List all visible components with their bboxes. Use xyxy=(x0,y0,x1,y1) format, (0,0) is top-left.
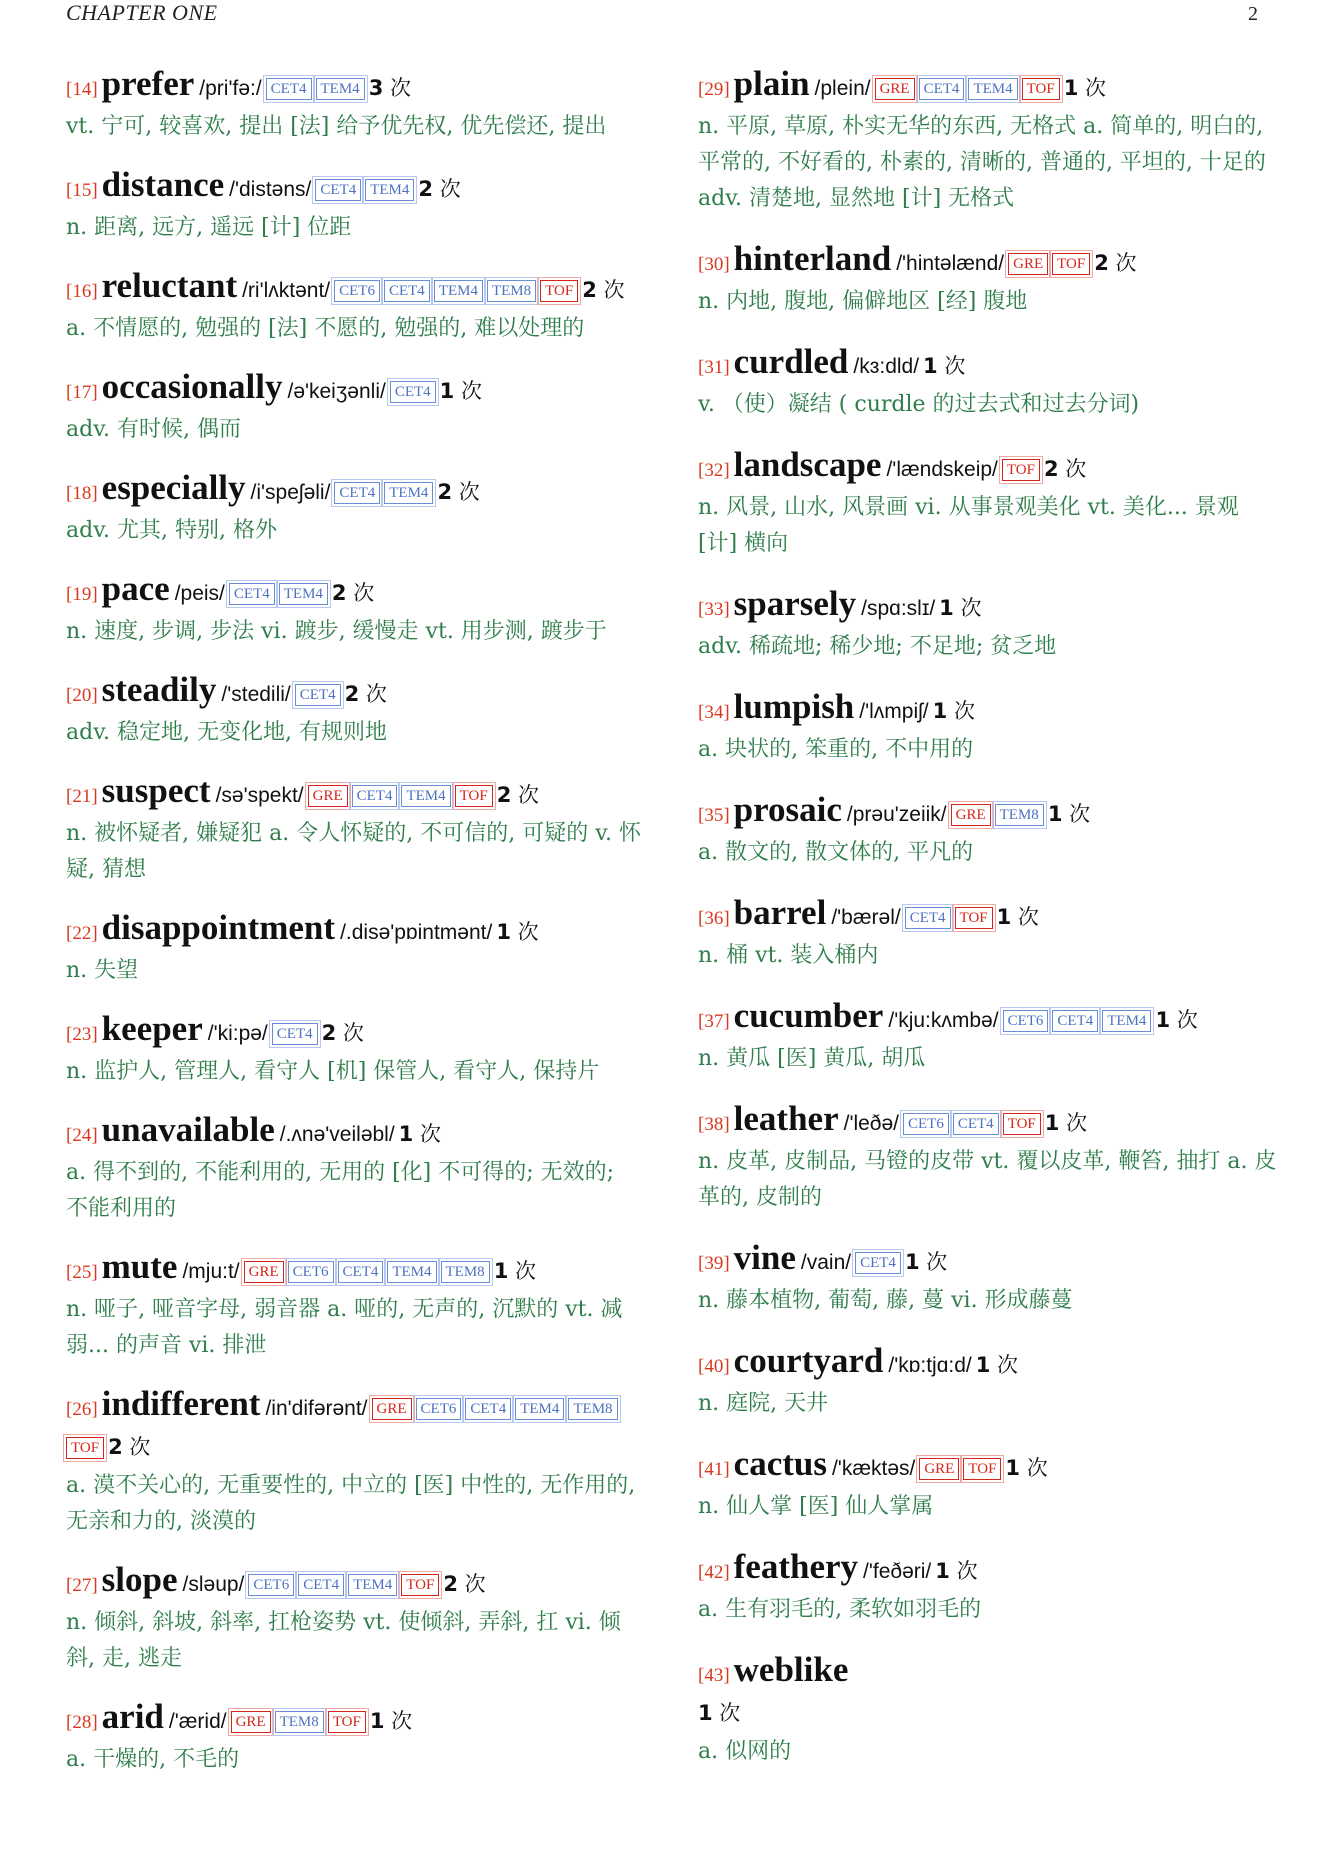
entry-number: [31] xyxy=(698,357,730,378)
vocab-entry xyxy=(66,672,641,751)
vocab-entry xyxy=(698,895,1278,974)
exam-tag: CET6 xyxy=(416,1398,462,1420)
vocab-entry xyxy=(66,1562,641,1677)
exam-tag: CET4 xyxy=(295,684,341,706)
entry-number: [18] xyxy=(66,483,98,504)
exam-tag: CET4 xyxy=(855,1252,901,1274)
headword: prosaic xyxy=(733,790,842,829)
exam-tag: TEM8 xyxy=(487,280,536,302)
phonetic: /spɑ:slɪ/ xyxy=(861,597,936,620)
exam-tag: CET4 xyxy=(352,785,398,807)
entry-number: [20] xyxy=(66,685,98,706)
frequency-count: 2 次 xyxy=(331,581,375,605)
exam-tag: CET6 xyxy=(1003,1010,1049,1032)
entry-headline xyxy=(66,910,641,953)
headword: courtyard xyxy=(733,1341,884,1380)
headword: suspect xyxy=(101,771,211,810)
exam-tag: CET4 xyxy=(919,78,965,100)
entry-number: [38] xyxy=(698,1114,730,1135)
frequency-count: 1 次 xyxy=(939,596,982,620)
entry-number: [27] xyxy=(66,1575,98,1596)
phonetic: /'ki:pə/ xyxy=(207,1022,268,1045)
exam-tag: GRE xyxy=(1008,253,1048,275)
exam-tag: CET4 xyxy=(315,179,361,201)
exam-tag: TEM4 xyxy=(434,280,483,302)
phonetic: /'bærəl/ xyxy=(831,906,901,929)
vocab-entry xyxy=(698,792,1278,871)
vocab-entry xyxy=(66,268,641,347)
definition: n. 倾斜, 斜坡, 斜率, 扛枪姿势 vt. 使倾斜, 弄斜, 扛 vi. 倾斜, 走, 逃走 xyxy=(66,1610,621,1671)
definition: n. 藤本植物, 葡萄, 藤, 蔓 vi. 形成藤蔓 xyxy=(698,1288,1073,1313)
entry-headline xyxy=(66,1386,641,1468)
headword: hinterland xyxy=(733,239,892,278)
exam-tag: CET4 xyxy=(334,482,380,504)
exam-tag: TEM4 xyxy=(348,1574,397,1596)
exam-tag: TOF xyxy=(955,907,993,929)
headword: plain xyxy=(733,64,810,103)
entry-number: [39] xyxy=(698,1253,730,1274)
definition: n. 哑子, 哑音字母, 弱音器 a. 哑的, 无声的, 沉默的 vt. 减弱... 的声音 vi. 排泄 xyxy=(66,1297,623,1358)
frequency-count: 1 次 xyxy=(904,1250,948,1274)
frequency-count: 1 次 xyxy=(1005,1456,1048,1480)
exam-tag: CET6 xyxy=(248,1574,294,1596)
vocab-entry xyxy=(698,1652,1278,1770)
frequency-count: 2 次 xyxy=(496,783,540,807)
vocab-entry xyxy=(66,773,641,888)
phonetic: /in'difərənt/ xyxy=(265,1397,368,1420)
vocab-entry xyxy=(66,167,641,246)
entry-headline xyxy=(698,344,1278,387)
entry-headline xyxy=(698,241,1278,284)
phonetic: /i'speʃəli/ xyxy=(250,481,331,504)
frequency-count: 1 次 xyxy=(398,1122,441,1146)
vocab-entry xyxy=(698,998,1278,1077)
entry-number: [21] xyxy=(66,786,98,807)
entry-headline xyxy=(66,470,641,513)
exam-tag: CET6 xyxy=(288,1261,334,1283)
definition: n. 平原, 草原, 朴实无华的东西, 无格式 a. 简单的, 明白的, 平常的, 不好看的, 朴素的, 清晰的, 普通的, 平坦的, 十足的 adv. 清楚地, 显然地 [计] 无格式 xyxy=(698,114,1266,211)
headword: feathery xyxy=(733,1547,859,1586)
right-column xyxy=(698,66,1278,1794)
entry-number: [42] xyxy=(698,1562,730,1583)
chapter-title: CHAPTER ONE xyxy=(66,0,218,25)
phonetic: /'distəns/ xyxy=(229,178,312,201)
phonetic: /'ærid/ xyxy=(168,1710,227,1733)
entry-headline xyxy=(66,773,641,816)
exam-tag: CET4 xyxy=(905,907,951,929)
entry-headline xyxy=(698,1549,1278,1592)
definition: n. 速度, 步调, 步法 vi. 踱步, 缓慢走 vt. 用步测, 踱步于 xyxy=(66,619,607,644)
entry-headline xyxy=(698,1652,1278,1734)
vocab-entry xyxy=(698,1446,1278,1525)
exam-tag: TEM8 xyxy=(568,1398,617,1420)
entry-number: [16] xyxy=(66,281,98,302)
headword: pace xyxy=(101,569,170,608)
frequency-count: 2 次 xyxy=(1094,251,1137,275)
definition: n. 失望 xyxy=(66,958,139,983)
headword: indifferent xyxy=(101,1384,261,1423)
definition: a. 得不到的, 不能利用的, 无用的 [化] 不可得的; 无效的; 不能利用的 xyxy=(66,1160,615,1221)
headword: mute xyxy=(101,1247,178,1286)
entry-number: [17] xyxy=(66,382,98,403)
exam-tag: TEM8 xyxy=(275,1711,324,1733)
exam-tag: CET4 xyxy=(953,1113,999,1135)
frequency-count: 2 次 xyxy=(321,1021,364,1045)
entry-headline xyxy=(66,66,641,109)
phonetic: /ri'lʌktənt/ xyxy=(242,279,331,302)
entry-number: [22] xyxy=(66,923,98,944)
headword: distance xyxy=(101,165,225,204)
phonetic: /pri'fə:/ xyxy=(199,77,262,100)
exam-tag: TOF xyxy=(401,1574,439,1596)
entry-headline xyxy=(698,66,1278,109)
vocab-entry xyxy=(66,66,641,145)
entry-headline xyxy=(66,571,641,614)
exam-tag: CET4 xyxy=(384,280,430,302)
definition: a. 生有羽毛的, 柔软如羽毛的 xyxy=(698,1597,982,1622)
left-column xyxy=(66,66,641,1800)
entry-headline xyxy=(698,689,1278,732)
phonetic: /mju:t/ xyxy=(182,1260,240,1283)
frequency-count: 1 次 xyxy=(1044,1111,1088,1135)
entry-headline xyxy=(698,1240,1278,1283)
exam-tag: TEM4 xyxy=(316,78,365,100)
headword: leather xyxy=(733,1099,839,1138)
vocab-entry xyxy=(698,586,1278,665)
definition: a. 散文的, 散文体的, 平凡的 xyxy=(698,840,974,865)
phonetic: /'kæktəs/ xyxy=(831,1457,916,1480)
entry-number: [40] xyxy=(698,1356,730,1377)
exam-tag: CET4 xyxy=(338,1261,384,1283)
definition: a. 干燥的, 不毛的 xyxy=(66,1747,240,1772)
phonetic: /'hintəlænd/ xyxy=(896,252,1005,275)
page-number: 2 xyxy=(1248,3,1258,25)
vocab-entry xyxy=(698,241,1278,320)
phonetic: /vain/ xyxy=(800,1251,852,1274)
entry-headline xyxy=(698,1446,1278,1489)
entry-headline xyxy=(66,1562,641,1605)
headword: weblike xyxy=(733,1650,849,1689)
definition: n. 仙人掌 [医] 仙人掌属 xyxy=(698,1494,934,1519)
exam-tag: CET4 xyxy=(298,1574,344,1596)
entry-number: [35] xyxy=(698,805,730,826)
entry-headline xyxy=(66,369,641,412)
definition: n. 桶 vt. 装入桶内 xyxy=(698,943,879,968)
entry-headline xyxy=(698,447,1278,490)
vocab-entry xyxy=(66,571,641,650)
exam-tag: GRE xyxy=(875,78,915,100)
exam-tag: GRE xyxy=(244,1261,284,1283)
headword: curdled xyxy=(733,342,849,381)
frequency-count: 1 次 xyxy=(496,920,539,944)
phonetic: /'lændskeip/ xyxy=(886,458,998,481)
definition: n. 距离, 远方, 遥远 [计] 位距 xyxy=(66,215,352,240)
frequency-count: 2 次 xyxy=(108,1435,151,1459)
vocab-entry xyxy=(698,344,1278,423)
entry-number: [26] xyxy=(66,1399,98,1420)
headword: especially xyxy=(101,468,246,507)
frequency-count: 1 次 xyxy=(1155,1008,1198,1032)
exam-tag: TEM4 xyxy=(401,785,450,807)
entry-number: [19] xyxy=(66,584,98,605)
phonetic: /peis/ xyxy=(174,582,225,605)
headword: sparsely xyxy=(733,584,857,623)
exam-tag: TEM8 xyxy=(441,1261,490,1283)
frequency-count: 1 次 xyxy=(1047,802,1091,826)
exam-tag: TEM4 xyxy=(1102,1010,1151,1032)
exam-tag: TOF xyxy=(328,1711,366,1733)
vocab-entry xyxy=(66,1011,641,1090)
entry-number: [43] xyxy=(698,1665,730,1686)
entry-headline xyxy=(66,167,641,210)
exam-tag: GRE xyxy=(372,1398,412,1420)
exam-tag: GRE xyxy=(919,1458,959,1480)
entry-number: [37] xyxy=(698,1011,730,1032)
phonetic: /'kɒ:tjɑ:d/ xyxy=(888,1354,972,1377)
exam-tag: TOF xyxy=(1003,1113,1041,1135)
headword: occasionally xyxy=(101,367,283,406)
entry-number: [33] xyxy=(698,599,730,620)
vocab-entry xyxy=(698,1343,1278,1422)
exam-tag: TEM4 xyxy=(515,1398,564,1420)
entry-headline xyxy=(698,792,1278,835)
headword: prefer xyxy=(101,64,195,103)
definition: adv. 稳定地, 无变化地, 有规则地 xyxy=(66,720,387,745)
definition: v. （使）凝结 ( curdle 的过去式和过去分词) xyxy=(698,392,1140,417)
exam-tag: TEM4 xyxy=(384,482,433,504)
headword: reluctant xyxy=(101,266,238,305)
exam-tag: GRE xyxy=(308,785,348,807)
frequency-count: 1 次 xyxy=(493,1259,536,1283)
entry-headline xyxy=(698,586,1278,629)
exam-tag: TOF xyxy=(1052,253,1090,275)
headword: cucumber xyxy=(733,996,884,1035)
entry-number: [32] xyxy=(698,460,730,481)
vocab-entry xyxy=(698,1101,1278,1216)
exam-tag: TOF xyxy=(66,1437,104,1459)
frequency-count: 1 次 xyxy=(439,379,482,403)
headword: barrel xyxy=(733,893,827,932)
frequency-count: 1 次 xyxy=(975,1353,1019,1377)
definition: a. 似网的 xyxy=(698,1739,792,1764)
phonetic: /'leðə/ xyxy=(843,1112,899,1135)
headword: keeper xyxy=(101,1009,203,1048)
exam-tag: TOF xyxy=(540,280,578,302)
vocab-entry xyxy=(698,66,1278,217)
exam-tag: CET6 xyxy=(334,280,380,302)
exam-tag: TEM8 xyxy=(995,804,1044,826)
exam-tag: TEM4 xyxy=(279,583,328,605)
headword: disappointment xyxy=(101,908,336,947)
definition: n. 内地, 腹地, 偏僻地区 [经] 腹地 xyxy=(698,289,1028,314)
headword: cactus xyxy=(733,1444,827,1483)
phonetic: /ə'keiʒənli/ xyxy=(287,380,386,403)
headword: lumpish xyxy=(733,687,855,726)
phonetic: /'stedili/ xyxy=(221,683,291,706)
entry-number: [30] xyxy=(698,254,730,275)
headword: slope xyxy=(101,1560,178,1599)
vocab-entry xyxy=(66,910,641,989)
definition: n. 监护人, 管理人, 看守人 [机] 保管人, 看守人, 保持片 xyxy=(66,1059,600,1084)
entry-headline xyxy=(66,1249,641,1292)
phonetic: /plein/ xyxy=(814,77,871,100)
exam-tag: TOF xyxy=(1002,459,1040,481)
phonetic: /'lʌmpiʃ/ xyxy=(859,700,929,723)
exam-tag: GRE xyxy=(231,1711,271,1733)
definition: vt. 宁可, 较喜欢, 提出 [法] 给予优先权, 优先偿还, 提出 xyxy=(66,114,607,139)
vocab-entry xyxy=(698,447,1278,562)
phonetic: /prəu'zeiik/ xyxy=(846,803,947,826)
entry-number: [25] xyxy=(66,1262,98,1283)
phonetic: /sə'spekt/ xyxy=(215,784,304,807)
entry-number: [29] xyxy=(698,79,730,100)
phonetic: /'kju:kʌmbə/ xyxy=(888,1009,999,1032)
frequency-count: 3 次 xyxy=(368,76,411,100)
frequency-count: 1 次 xyxy=(923,354,966,378)
exam-tag: CET4 xyxy=(465,1398,511,1420)
frequency-count: 1 次 xyxy=(935,1559,978,1583)
headword: steadily xyxy=(101,670,217,709)
headword: vine xyxy=(733,1238,796,1277)
entry-number: [28] xyxy=(66,1712,98,1733)
entry-number: [15] xyxy=(66,180,98,201)
entry-number: [14] xyxy=(66,79,98,100)
entry-number: [24] xyxy=(66,1125,98,1146)
entry-headline xyxy=(698,1101,1278,1144)
entry-headline xyxy=(698,998,1278,1041)
entry-headline xyxy=(698,1343,1278,1386)
frequency-count: 1 次 xyxy=(369,1709,413,1733)
frequency-count: 2 次 xyxy=(582,278,625,302)
vocab-entry xyxy=(66,1699,641,1778)
headword: arid xyxy=(101,1697,164,1736)
frequency-count: 2 次 xyxy=(1043,457,1087,481)
entry-number: [34] xyxy=(698,702,730,723)
exam-tag: TEM4 xyxy=(968,78,1017,100)
exam-tag: CET4 xyxy=(272,1023,318,1045)
exam-tag: CET6 xyxy=(903,1113,949,1135)
phonetic: /.disə'pɒintmənt/ xyxy=(340,921,493,944)
vocab-entry xyxy=(698,1240,1278,1319)
entry-headline xyxy=(66,1011,641,1054)
frequency-count: 2 次 xyxy=(344,682,387,706)
frequency-count: 2 次 xyxy=(418,177,461,201)
definition: a. 漠不关心的, 无重要性的, 中立的 [医] 中性的, 无作用的, 无亲和力的, 淡漠的 xyxy=(66,1473,636,1534)
exam-tag: TEM4 xyxy=(387,1261,436,1283)
vocab-entry xyxy=(66,369,641,448)
exam-tag: CET4 xyxy=(1052,1010,1098,1032)
definition: n. 风景, 山水, 风景画 vi. 从事景观美化 vt. 美化... 景观 [计] 横向 xyxy=(698,495,1239,556)
exam-tag: CET4 xyxy=(266,78,312,100)
entry-number: [23] xyxy=(66,1024,98,1045)
vocab-entry xyxy=(698,1549,1278,1628)
entry-headline xyxy=(66,268,641,311)
exam-tag: CET4 xyxy=(390,381,436,403)
headword: unavailable xyxy=(101,1110,275,1149)
phonetic: /sləup/ xyxy=(182,1573,245,1596)
entry-headline xyxy=(66,672,641,715)
exam-tag: TOF xyxy=(963,1458,1001,1480)
vocab-entry xyxy=(66,1249,641,1364)
definition: n. 黄瓜 [医] 黄瓜, 胡瓜 xyxy=(698,1046,926,1071)
headword: landscape xyxy=(733,445,882,484)
vocab-entry xyxy=(66,470,641,549)
exam-tag: TOF xyxy=(455,785,493,807)
frequency-count: 1 次 xyxy=(996,905,1039,929)
definition: a. 块状的, 笨重的, 不中用的 xyxy=(698,737,974,762)
vocab-entry xyxy=(66,1112,641,1227)
definition: n. 被怀疑者, 嫌疑犯 a. 令人怀疑的, 不可信的, 可疑的 v. 怀疑, 猜想 xyxy=(66,821,642,882)
exam-tag: TEM4 xyxy=(365,179,414,201)
exam-tag: GRE xyxy=(951,804,991,826)
vocab-entry xyxy=(698,689,1278,768)
vocab-entry xyxy=(66,1386,641,1540)
frequency-count: 2 次 xyxy=(437,480,480,504)
exam-tag: CET4 xyxy=(229,583,275,605)
definition: n. 庭院, 天井 xyxy=(698,1391,829,1416)
exam-tag: TOF xyxy=(1022,78,1060,100)
entry-headline xyxy=(66,1112,641,1155)
frequency-count: 2 次 xyxy=(443,1572,486,1596)
entry-headline xyxy=(698,895,1278,938)
entry-number: [36] xyxy=(698,908,730,929)
definition: a. 不情愿的, 勉强的 [法] 不愿的, 勉强的, 难以处理的 xyxy=(66,316,585,341)
definition: n. 皮革, 皮制品, 马镫的皮带 vt. 覆以皮革, 鞭笞, 抽打 a. 皮革的, 皮制的 xyxy=(698,1149,1277,1210)
frequency-count: 1 次 xyxy=(698,1701,741,1725)
frequency-count: 1 次 xyxy=(932,699,975,723)
frequency-count: 1 次 xyxy=(1063,76,1106,100)
phonetic: /'feðəri/ xyxy=(863,1560,932,1583)
definition: adv. 尤其, 特别, 格外 xyxy=(66,518,277,543)
definition: adv. 有时候, 偶而 xyxy=(66,417,241,442)
definition: adv. 稀疏地; 稀少地; 不足地; 贫乏地 xyxy=(698,634,1057,659)
phonetic: /kɜ:dld/ xyxy=(853,355,920,378)
phonetic: /.ʌnə'veiləbl/ xyxy=(279,1123,395,1146)
entry-number: [41] xyxy=(698,1459,730,1480)
entry-headline xyxy=(66,1699,641,1742)
